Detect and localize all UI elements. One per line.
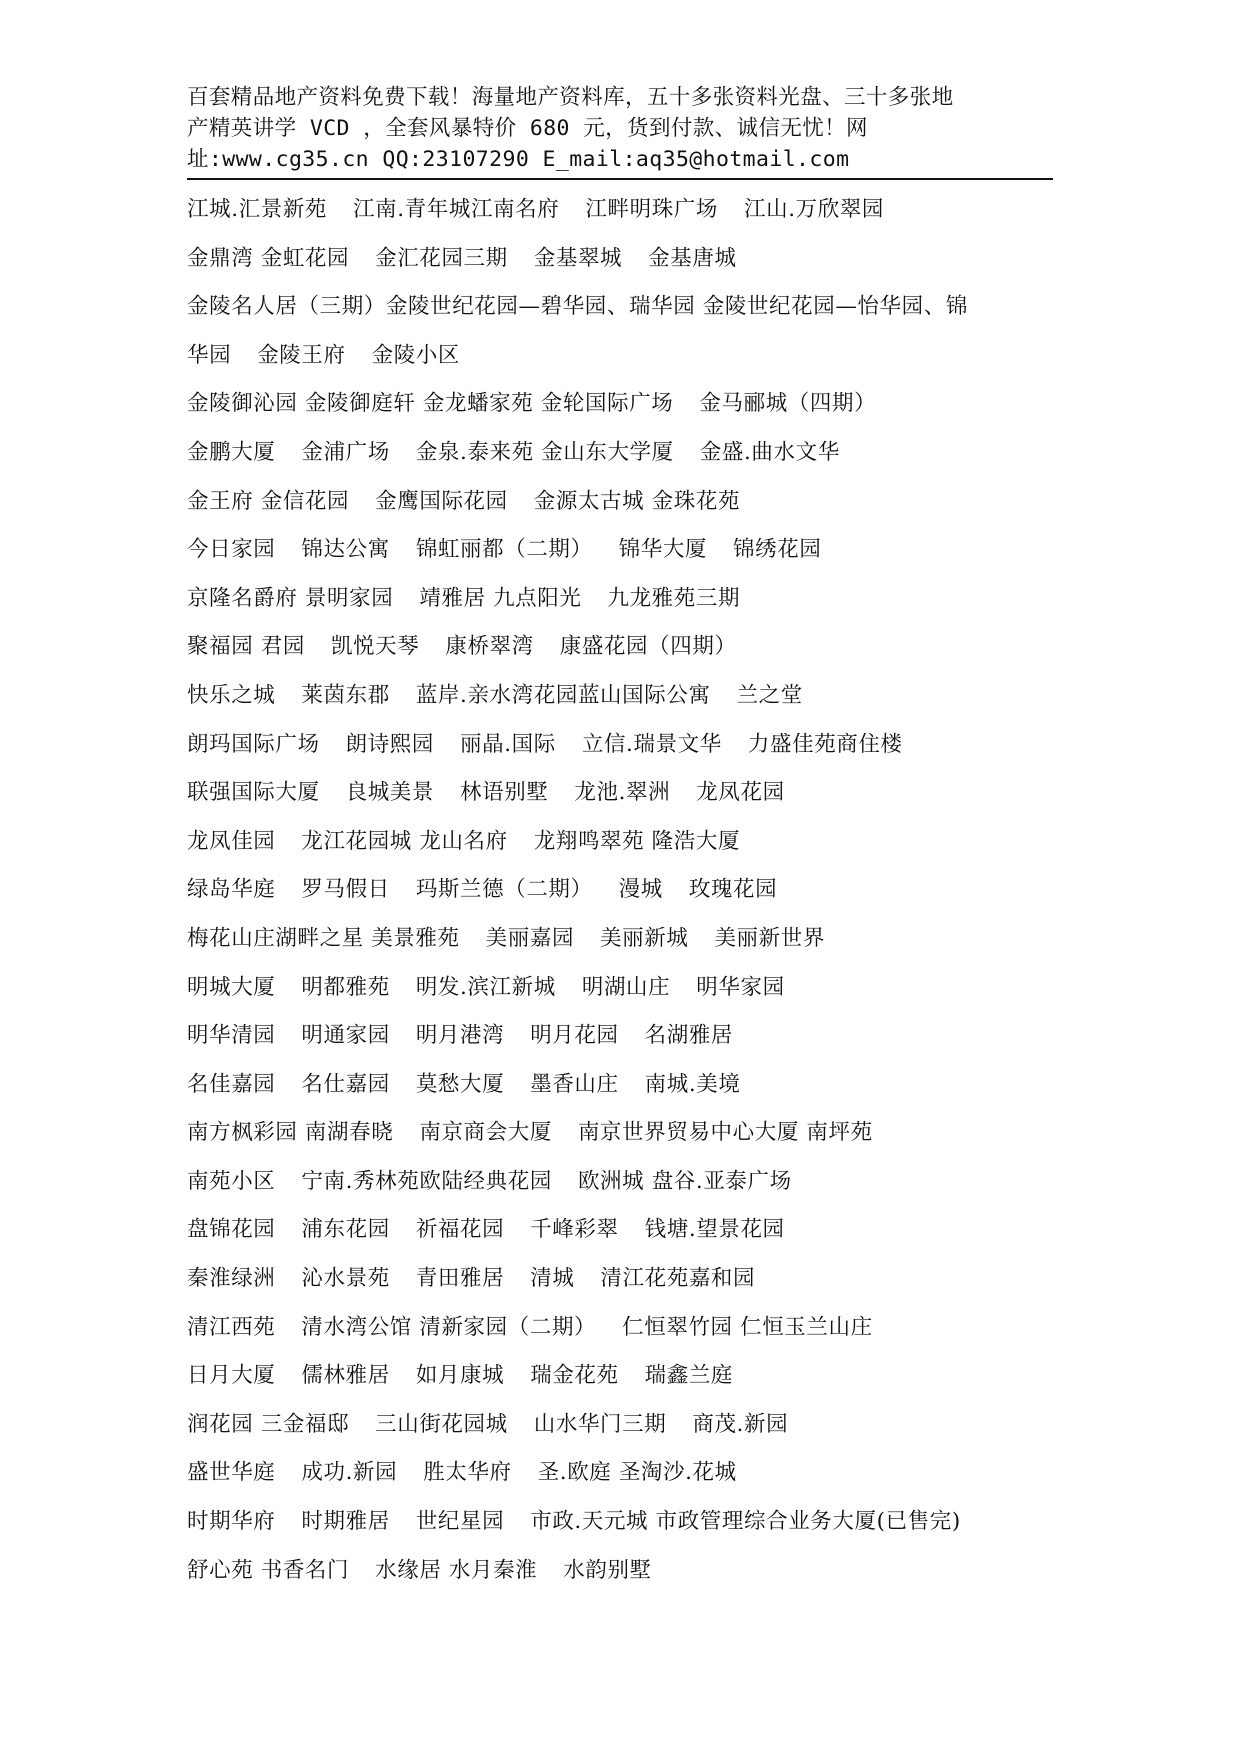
property-name: 商茂.新园 — [692, 1411, 789, 1437]
list-row — [187, 1255, 1053, 1304]
property-name: 名湖雅居 — [644, 1023, 734, 1049]
property-name: 蓝岸.亲水湾花园蓝山国际公寓 — [415, 682, 711, 708]
property-name: 清城 — [530, 1266, 575, 1292]
property-name: 莱茵东郡 — [301, 682, 390, 708]
property-name: 盘锦花园 — [187, 1217, 276, 1243]
property-name: 明华家园 — [696, 974, 785, 1000]
list-row — [187, 1158, 1053, 1207]
list-row — [187, 769, 1053, 818]
list-row — [187, 964, 1053, 1013]
property-name: 祈福花园 — [415, 1217, 505, 1243]
property-name: 明发.滨江新城 — [415, 974, 556, 1000]
property-name: 浦东花园 — [301, 1217, 390, 1243]
property-name: 林语别墅 — [460, 780, 549, 806]
list-row — [187, 575, 1053, 624]
header-ad — [187, 82, 1053, 180]
list-row — [187, 1547, 1053, 1596]
property-name: 如月康城 — [415, 1363, 505, 1389]
list-row — [187, 235, 1053, 284]
property-name: 九龙雅苑三期 — [607, 585, 741, 611]
property-name: 南京世界贸易中心大厦 南坪苑 — [577, 1120, 873, 1146]
property-name: 宁南.秀林苑欧陆经典花园 — [301, 1168, 552, 1194]
property-name: 南苑小区 — [187, 1168, 276, 1194]
property-name: 明月港湾 — [415, 1023, 505, 1049]
property-name: 靖雅居 九点阳光 — [419, 585, 582, 611]
list-row — [187, 478, 1053, 527]
list-row — [187, 1449, 1053, 1498]
property-name: 舒心苑 书香名门 — [187, 1557, 350, 1583]
property-name: 明城大厦 — [187, 974, 276, 1000]
property-name: 美丽新世界 — [714, 925, 825, 951]
property-name: 金基翠城 — [533, 245, 623, 271]
property-name: 胜太华府 — [423, 1460, 512, 1486]
property-name: 盛世华庭 — [187, 1460, 276, 1486]
property-name: 瑞鑫兰庭 — [644, 1363, 734, 1389]
property-name: 圣.欧庭 圣淘沙.花城 — [537, 1460, 737, 1486]
property-name: 江南.青年城江南名府 — [353, 197, 560, 222]
list-row — [187, 1109, 1053, 1158]
list-row — [187, 1061, 1053, 1110]
property-name: 美丽新城 — [600, 925, 689, 951]
list-row — [187, 866, 1053, 915]
list-row — [187, 1401, 1053, 1450]
property-name: 金马郦城（四期） — [699, 391, 877, 417]
property-name: 今日家园 — [187, 537, 276, 563]
property-name: 罗马假日 — [301, 877, 390, 903]
property-name: 康桥翠湾 — [445, 634, 534, 660]
property-name: 锦绣花园 — [733, 537, 822, 563]
property-name: 时期雅居 — [301, 1509, 390, 1535]
property-name: 康盛花园（四期） — [559, 634, 737, 660]
property-name: 市政.天元城 市政管理综合业务大厦(已售完) — [530, 1509, 961, 1535]
property-name: 成功.新园 — [301, 1460, 398, 1486]
header-line-1: 百套精品地产资料免费下载！海量地产资料库，五十多张资料光盘、三十多张地 — [187, 85, 954, 110]
property-name: 千峰彩翠 — [530, 1217, 619, 1243]
property-name: 名仕嘉园 — [301, 1071, 390, 1097]
property-name: 江山.万欣翠园 — [744, 197, 885, 222]
property-name: 金基唐城 — [648, 245, 737, 271]
property-name: 金鹰国际花园 — [375, 488, 508, 514]
property-name: 快乐之城 — [187, 682, 276, 708]
property-name: 金源太古城 金珠花苑 — [533, 488, 741, 514]
header-line-2: 产精英讲学 VCD ，全套风暴特价 680 元，货到付款、诚信无忧！网 — [187, 116, 868, 141]
property-name: 世纪星园 — [415, 1509, 505, 1535]
property-name: 儒林雅居 — [301, 1363, 390, 1389]
property-name: 金盛.曲水文华 — [699, 439, 840, 465]
property-name: 钱塘.望景花园 — [644, 1217, 785, 1243]
list-row — [187, 818, 1053, 867]
property-name: 水韵别墅 — [563, 1557, 652, 1583]
list-row — [187, 1012, 1053, 1061]
property-name: 南方枫彩园 南湖春晓 — [187, 1120, 394, 1146]
property-name: 玫瑰花园 — [688, 877, 778, 903]
property-name: 朗诗熙园 — [345, 731, 435, 757]
property-name: 墨香山庄 — [530, 1071, 619, 1097]
property-name: 名佳嘉园 — [187, 1071, 276, 1097]
list-row — [187, 1498, 1053, 1547]
property-name: 金浦广场 — [301, 439, 390, 465]
list-row — [187, 380, 1053, 429]
list-row — [187, 915, 1053, 964]
property-name: 金陵小区 — [371, 342, 461, 368]
list-row — [187, 429, 1053, 478]
property-name: 锦华大厦 — [618, 537, 708, 563]
property-name: 金王府 金信花园 — [187, 488, 350, 514]
property-name: 明华清园 — [187, 1023, 276, 1049]
list-row — [187, 186, 1053, 235]
property-name: 江城.汇景新苑 — [187, 197, 328, 222]
property-name: 联强国际大厦 — [187, 780, 320, 806]
property-name: 龙池.翠洲 — [574, 780, 671, 806]
property-name: 欧洲城 盘谷.亚泰广场 — [577, 1168, 792, 1194]
property-name: 良城美景 — [345, 780, 435, 806]
property-name: 清江花苑嘉和园 — [600, 1266, 756, 1292]
list-row — [187, 1206, 1053, 1255]
property-name: 明湖山庄 — [581, 974, 671, 1000]
property-name: 华园 — [187, 342, 232, 368]
header-line-3: 址:www.cg35.cn QQ:23107290 E_mail:aq35@hotmail.com — [187, 147, 850, 172]
property-name: 金泉.泰来苑 金山东大学厦 — [415, 439, 674, 465]
property-name: 龙凤佳园 — [187, 828, 276, 854]
property-name: 莫愁大厦 — [415, 1071, 505, 1097]
property-name: 明月花园 — [530, 1023, 619, 1049]
property-name: 仁恒翠竹园 仁恒玉兰山庄 — [622, 1314, 873, 1340]
property-name: 漫城 — [618, 877, 663, 903]
list-row — [187, 623, 1053, 672]
property-name: 明都雅苑 — [301, 974, 390, 1000]
property-name: 兰之堂 — [736, 682, 803, 708]
property-name: 锦达公寓 — [301, 537, 390, 563]
property-name: 金鼎湾 金虹花园 — [187, 245, 350, 271]
property-name: 南京商会大厦 — [419, 1120, 552, 1146]
property-name: 锦虹丽都（二期） — [415, 537, 593, 563]
property-name: 润花园 三金福邸 — [187, 1411, 350, 1437]
list-row — [187, 1304, 1053, 1353]
property-name: 江畔明珠广场 — [585, 197, 718, 222]
document-page — [187, 82, 1053, 1595]
property-name: 龙凤花园 — [696, 780, 785, 806]
property-name: 美丽嘉园 — [485, 925, 575, 951]
property-name: 瑞金花苑 — [530, 1363, 619, 1389]
property-name: 绿岛华庭 — [187, 877, 276, 903]
property-name: 南城.美境 — [644, 1071, 741, 1097]
list-row — [187, 526, 1053, 575]
property-name: 聚福园 君园 — [187, 634, 305, 660]
property-name: 丽晶.国际 — [460, 731, 556, 757]
property-name: 梅花山庄湖畔之星 美景雅苑 — [187, 925, 460, 951]
property-name: 金陵御沁园 金陵御庭轩 金龙蟠家苑 金轮国际广场 — [187, 391, 674, 417]
list-row — [187, 1352, 1053, 1401]
list-row — [187, 332, 1053, 381]
property-name: 日月大厦 — [187, 1363, 276, 1389]
property-name: 凯悦天琴 — [330, 634, 420, 660]
property-name: 龙翔鸣翠苑 隆浩大厦 — [533, 828, 741, 854]
property-list — [187, 186, 1053, 1595]
property-name: 清水湾公馆 清新家园（二期） — [301, 1314, 597, 1340]
list-row — [187, 672, 1053, 721]
property-name: 山水华门三期 — [533, 1411, 667, 1437]
property-name: 清江西苑 — [187, 1314, 276, 1340]
property-name: 青田雅居 — [415, 1266, 505, 1292]
property-name: 金陵名人居（三期）金陵世纪花园—碧华园、瑞华园 金陵世纪花园—怡华园、锦 — [187, 294, 968, 320]
property-name: 秦淮绿洲 — [187, 1266, 276, 1292]
property-name: 京隆名爵府 景明家园 — [187, 585, 394, 611]
property-name: 金陵王府 — [257, 342, 346, 368]
property-name: 沁水景苑 — [301, 1266, 390, 1292]
property-name: 朗玛国际广场 — [187, 731, 320, 757]
property-name: 金汇花园三期 — [375, 245, 508, 271]
property-name: 三山街花园城 — [375, 1411, 508, 1437]
property-name: 立信.瑞景文华 — [581, 731, 722, 757]
list-row — [187, 283, 1053, 332]
property-name: 明通家园 — [301, 1023, 390, 1049]
property-name: 时期华府 — [187, 1509, 276, 1535]
property-name: 力盛佳苑商住楼 — [747, 731, 903, 757]
property-name: 金鹏大厦 — [187, 439, 276, 465]
property-name: 玛斯兰德（二期） — [415, 877, 593, 903]
list-row — [187, 721, 1053, 770]
property-name: 水缘居 水月秦淮 — [375, 1557, 538, 1583]
property-name: 龙江花园城 龙山名府 — [301, 828, 508, 854]
